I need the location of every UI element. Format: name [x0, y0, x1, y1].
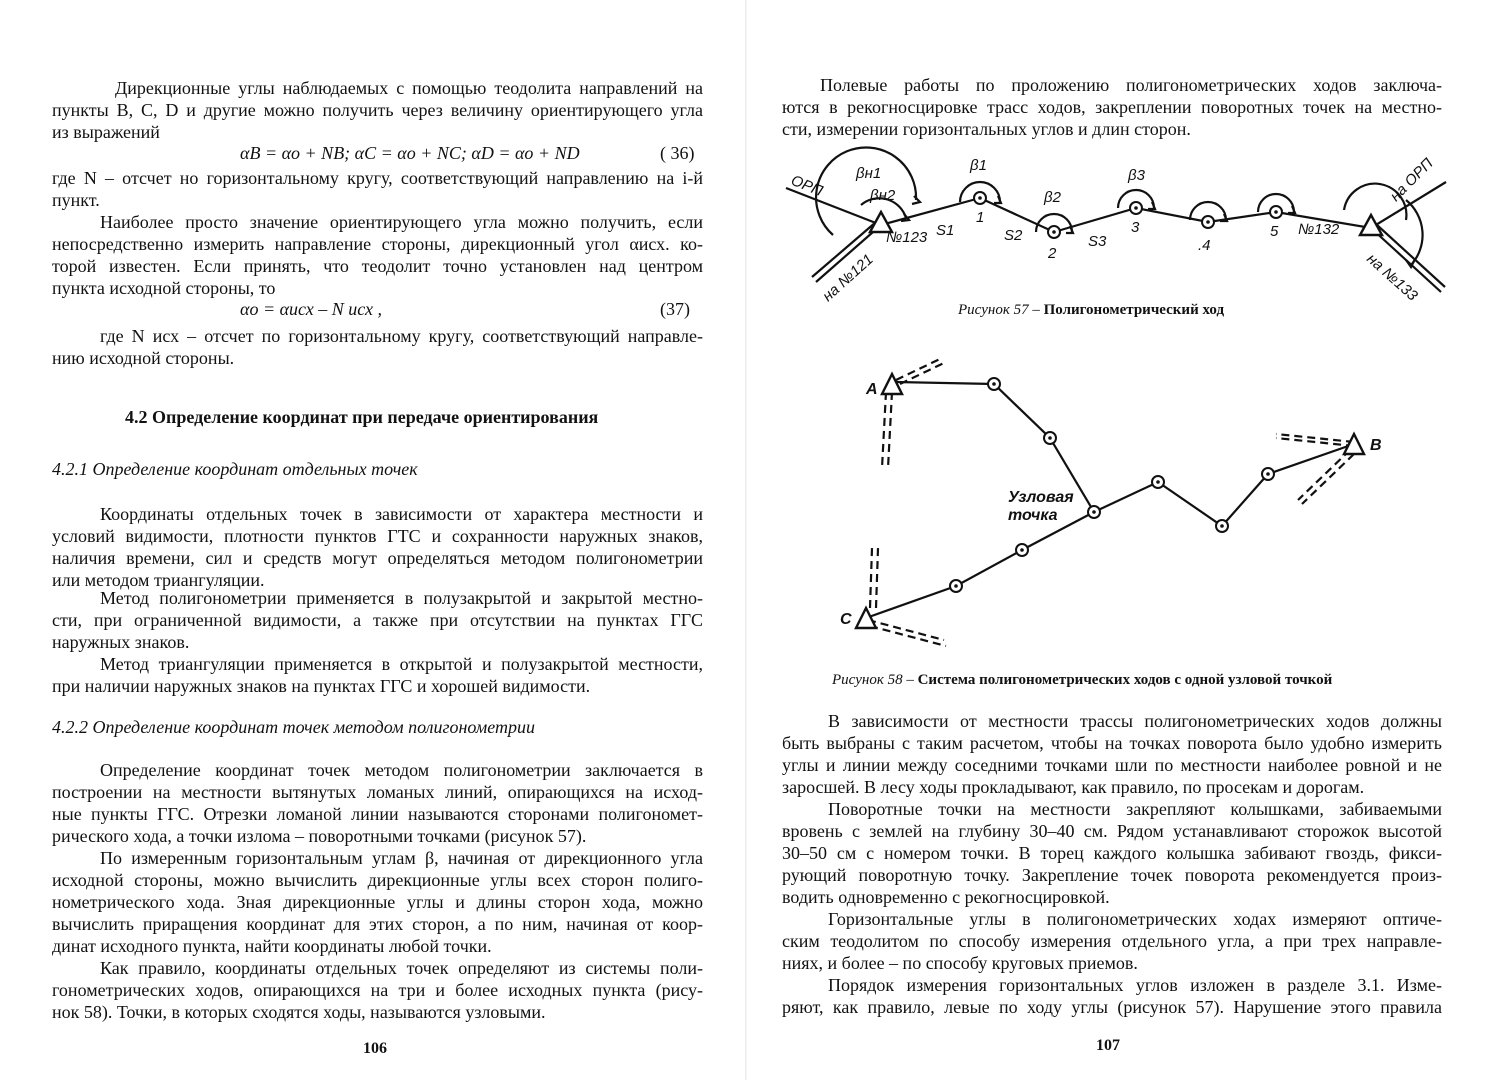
- paragraph-line: водить одновременно с рекогносцировкой.: [782, 887, 1110, 907]
- label-point-5: 5: [1270, 223, 1279, 240]
- caption-title: Полигонометрический ход: [1043, 302, 1225, 318]
- label-point-3: 3: [1131, 219, 1140, 236]
- paragraph-line: Поворотные точки на местности закрепляют колышками, забиваемыми: [828, 799, 1442, 819]
- label-to-133: на №133: [1363, 250, 1421, 305]
- paragraph-line: нометрического хода. Зная дирекционные углы и длины сторон хода, можно: [52, 892, 703, 912]
- paragraph-line: из выражений: [52, 122, 160, 142]
- label-point-1: 1: [976, 209, 985, 226]
- section-heading: 4.2 Определение координат при передаче ориентирования: [125, 407, 599, 427]
- label-s3: S3: [1088, 233, 1107, 250]
- label-beta-2: β2: [1044, 189, 1061, 206]
- equation-number-37: (37): [660, 299, 690, 319]
- paragraph-line: где N исх – отсчет по горизонтальному кругу, соответствующий направле-: [100, 326, 703, 346]
- paragraph-line: построении на местности вытянутых ломаных линий, опирающихся на исход-: [52, 782, 703, 802]
- formula-37: αo = αисх – N исх ,: [240, 299, 383, 319]
- paragraph-line: условий видимости, плотности пунктов ГТС и сохранности наружных знаков,: [52, 526, 703, 546]
- paragraph-line: пункты B, C, D и другие можно получить через величину ориентирующего угла: [52, 100, 703, 120]
- page-107: [746, 0, 1493, 1080]
- figure-58-caption: [832, 672, 1332, 689]
- paragraph-line: непосредственно измерить направление стороны, дирекционный угол αисх. ко-: [52, 234, 703, 254]
- paragraph-line: Как правило, координаты отдельных точек определяют из системы поли-: [100, 958, 703, 978]
- label-to-121: на №121: [819, 250, 877, 305]
- paragraph-line: Метод полигонометрии применяется в полузакрытой и закрытой местно-: [100, 588, 703, 608]
- paragraph-line: наружных знаков.: [52, 632, 190, 652]
- label-n132: №132: [1298, 221, 1340, 238]
- formula-36: αB = αo + NB; αC = αo + NC; αD = αo + ND: [240, 143, 580, 163]
- paragraph-line: сти, измерении горизонтальных углов и длин сторон.: [782, 119, 1191, 139]
- paragraph-line: сти, при ограниченной видимости, а также при отсутствии на пунктах ГГС: [52, 610, 703, 630]
- label-s2: S2: [1004, 227, 1023, 244]
- paragraph-line: пункт.: [52, 190, 100, 210]
- paragraph-line: при наличии наружных знаков на пунктах ГГС и хорошей видимости.: [52, 676, 591, 696]
- paragraph-line: вычислить приращения координат для этих сторон, а по ним, начиная от коор-: [52, 914, 703, 934]
- paragraph-line: углы и линии между соседними точками шли по местности наиболее ровной и не: [782, 755, 1442, 775]
- page-number: 106: [363, 1040, 387, 1057]
- paragraph-line: вровень с землей на глубину 30–40 см. Рядом устанавливают сторожок высотой: [782, 821, 1442, 841]
- paragraph-line: Горизонтальные углы в полигонометрических ходах измеряют оптиче-: [828, 909, 1442, 929]
- paragraph-line: где N – отсчет но горизонтальному кругу, соответствующий направлению на i-й: [52, 168, 703, 188]
- paragraph-line: гонометрических ходов, опирающихся на три и более исходных пункта (рису-: [52, 980, 703, 1000]
- paragraph-line: рического хода, а точки излома – поворотными точками (рисунок 57).: [52, 826, 587, 846]
- paragraph-line: нию исходной стороны.: [52, 348, 235, 368]
- paragraph-line: Дирекционные углы наблюдаемых с помощью теодолита направлений на: [115, 78, 703, 98]
- paragraph-line: 30–50 см с номером точки. В торец каждого колышка забивают гвоздь, фикси-: [782, 843, 1442, 863]
- paragraph-line: ниях, и более – по способу круговых приемов.: [782, 953, 1138, 973]
- paragraph-line: Наиболее просто значение ориентирующего угла можно получить, если: [100, 212, 703, 232]
- label-node-1: Узловая: [1008, 489, 1074, 506]
- label-C: C: [840, 611, 852, 628]
- paragraph-line: рующий поворотную точку. Закрепление точек поворота рекомендуется произ-: [782, 865, 1442, 885]
- label-A: A: [866, 381, 878, 398]
- paragraph-line: наличия времени, сил и средств могут определяться методом полигонометрии: [52, 548, 703, 568]
- label-node-2: точка: [1008, 507, 1058, 524]
- page-number: 107: [1096, 1037, 1120, 1054]
- paragraph-line: пункта исходной стороны, то: [52, 278, 276, 298]
- caption-title: Система полигонометрических ходов с одной узловой точкой: [917, 672, 1333, 688]
- figure-57-polygonometric-traverse: [746, 140, 1493, 320]
- paragraph-line: ные пункты ГГС. Отрезки ломаной линии называются сторонами полигономет-: [52, 804, 703, 824]
- label-beta-1: β1: [970, 157, 987, 174]
- caption-number: Рисунок 58 –: [832, 672, 914, 688]
- label-to-orp: на ОРП: [1386, 155, 1437, 205]
- label-beta-n1: βн1: [856, 165, 882, 182]
- paragraph-line: В зависимости от местности трассы полигонометрических ходов должны: [828, 711, 1442, 731]
- paragraph-line: Полевые работы по проложению полигонометрических ходов заключа-: [820, 75, 1442, 95]
- label-point-4: .4: [1198, 237, 1211, 254]
- paragraph-line: По измеренным горизонтальным углам β, начиная от дирекционного угла: [100, 848, 703, 868]
- paragraph-line: исходной стороны, можно вычислить дирекционные углы всех сторон полиго-: [52, 870, 703, 890]
- label-point-2: 2: [1048, 245, 1057, 262]
- paragraph-line: или методом триангуляции.: [52, 570, 265, 590]
- paragraph-line: Определение координат точек методом полигонометрии заключается в: [100, 760, 703, 780]
- paragraph-line: ским теодолитом по способу измерения отдельного угла, а при трех направле-: [782, 931, 1442, 951]
- paragraph-line: быть выбраны с таким расчетом, чтобы на точках поворота было удобно измерить: [782, 733, 1442, 753]
- paragraph-line: ются в рекогносцировке трасс ходов, закреплении поворотных точек на местно-: [782, 97, 1442, 117]
- label-beta-3: β3: [1128, 167, 1145, 184]
- label-beta-n2: βн2: [870, 187, 896, 204]
- paragraph-line: Метод триангуляции применяется в открытой и полузакрытой местности,: [100, 654, 703, 674]
- figure-57-caption: [958, 302, 1224, 319]
- equation-number-36: ( 36): [660, 143, 695, 163]
- paragraph-line: заросшей. В лесу ходы прокладывают, как правило, по просекам и дорогам.: [782, 777, 1365, 797]
- paragraph-line: ряют, как правило, левые по ходу углы (рисунок 57). Нарушение этого правила: [782, 997, 1442, 1017]
- label-n123: №123: [886, 229, 928, 246]
- paragraph-line: Порядок измерения горизонтальных углов изложен в разделе 3.1. Изме-: [828, 975, 1442, 995]
- label-s1: S1: [936, 222, 955, 239]
- label-orp-left: ОРП: [788, 171, 826, 200]
- subsection-heading: 4.2.2 Определение координат точек методом полигонометрии: [52, 717, 535, 737]
- label-B: B: [1370, 437, 1382, 454]
- caption-number: Рисунок 57 –: [958, 302, 1040, 318]
- figure-58-traverse-system: [746, 340, 1493, 660]
- paragraph-line: торой известен. Если принять, что теодолит точно установлен над центром: [52, 256, 703, 276]
- paragraph-line: Координаты отдельных точек в зависимости от характера местности и: [100, 504, 703, 524]
- paragraph-line: нок 58). Точки, в которых сходятся ходы, называются узловыми.: [52, 1002, 546, 1022]
- subsection-heading: 4.2.1 Определение координат отдельных точек: [52, 459, 418, 479]
- paragraph-line: динат исходного пункта, найти координаты любой точки.: [52, 936, 492, 956]
- page-106: [0, 0, 746, 1080]
